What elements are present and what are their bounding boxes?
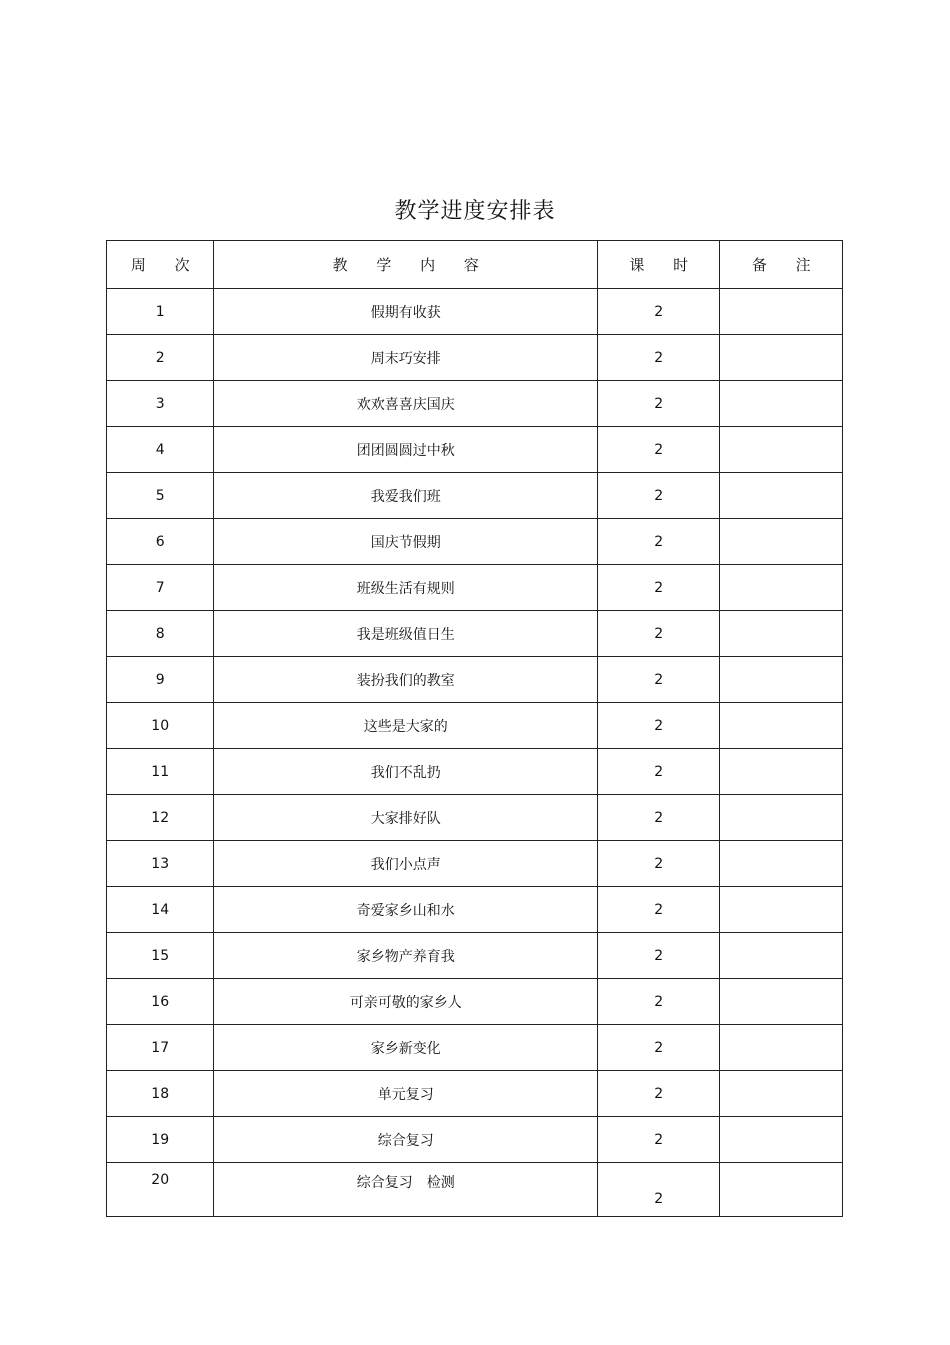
cell-content: 我爱我们班: [214, 473, 598, 519]
cell-notes: [720, 335, 843, 381]
page-title: 教学进度安排表: [394, 199, 556, 224]
table-row: [107, 473, 843, 519]
cell-notes: [720, 1071, 843, 1117]
cell-notes: [720, 1025, 843, 1071]
cell-week: 11: [107, 749, 214, 795]
table-row: [107, 887, 843, 933]
cell-notes: [720, 473, 843, 519]
schedule-table: [106, 240, 843, 1217]
cell-notes: [720, 1163, 843, 1217]
cell-week: 13: [107, 841, 214, 887]
cell-hours: 2: [598, 841, 720, 887]
cell-content: 周末巧安排: [214, 335, 598, 381]
cell-week: 3: [107, 381, 214, 427]
cell-week: 12: [107, 795, 214, 841]
cell-week: 14: [107, 887, 214, 933]
cell-content: 家乡物产养育我: [214, 933, 598, 979]
cell-week: 7: [107, 565, 214, 611]
cell-hours: 2: [598, 427, 720, 473]
cell-hours: 2: [598, 519, 720, 565]
header-week: 周 次: [107, 241, 214, 289]
cell-week: 2: [107, 335, 214, 381]
cell-notes: [720, 749, 843, 795]
cell-hours: 2: [598, 611, 720, 657]
cell-content: 国庆节假期: [214, 519, 598, 565]
cell-content: 奇爱家乡山和水: [214, 887, 598, 933]
cell-notes: [720, 887, 843, 933]
cell-notes: [720, 427, 843, 473]
cell-week: 1: [107, 289, 214, 335]
cell-week: 18: [107, 1071, 214, 1117]
table-row: [107, 841, 843, 887]
table-row: [107, 749, 843, 795]
table-row: [107, 795, 843, 841]
cell-hours: 2: [598, 887, 720, 933]
table-row: [107, 933, 843, 979]
table-row: [107, 657, 843, 703]
cell-week: 8: [107, 611, 214, 657]
cell-hours: 2: [598, 289, 720, 335]
cell-notes: [720, 979, 843, 1025]
cell-notes: [720, 657, 843, 703]
cell-hours: 2: [598, 1071, 720, 1117]
cell-hours: 2: [598, 1025, 720, 1071]
cell-hours: 2: [598, 933, 720, 979]
cell-week: 17: [107, 1025, 214, 1071]
cell-hours: 2: [598, 565, 720, 611]
table-row: [107, 979, 843, 1025]
table-row: [107, 335, 843, 381]
cell-hours: 2: [598, 657, 720, 703]
cell-week: 6: [107, 519, 214, 565]
cell-hours: 2: [598, 1163, 720, 1217]
cell-content: 我们不乱扔: [214, 749, 598, 795]
cell-week: 16: [107, 979, 214, 1025]
cell-notes: [720, 611, 843, 657]
table-row: [107, 1025, 843, 1071]
cell-hours: 2: [598, 703, 720, 749]
cell-hours: 2: [598, 979, 720, 1025]
cell-notes: [720, 565, 843, 611]
table-row: [107, 519, 843, 565]
cell-week: 5: [107, 473, 214, 519]
table-row: [107, 565, 843, 611]
cell-hours: 2: [598, 381, 720, 427]
cell-content: 班级生活有规则: [214, 565, 598, 611]
cell-notes: [720, 841, 843, 887]
table-row: [107, 611, 843, 657]
table-row: [107, 1117, 843, 1163]
cell-week: 10: [107, 703, 214, 749]
cell-content: 可亲可敬的家乡人: [214, 979, 598, 1025]
cell-content: 这些是大家的: [214, 703, 598, 749]
cell-week: 4: [107, 427, 214, 473]
cell-week: 19: [107, 1117, 214, 1163]
cell-notes: [720, 381, 843, 427]
header-content: 教 学 内 容: [214, 241, 598, 289]
cell-hours: 2: [598, 473, 720, 519]
cell-content: 大家排好队: [214, 795, 598, 841]
cell-content: 单元复习: [214, 1071, 598, 1117]
cell-content: 综合复习 检测: [214, 1163, 598, 1217]
table-row: [107, 289, 843, 335]
cell-week: 9: [107, 657, 214, 703]
table-row: [107, 703, 843, 749]
cell-content: 家乡新变化: [214, 1025, 598, 1071]
cell-content: 假期有收获: [214, 289, 598, 335]
cell-notes: [720, 933, 843, 979]
cell-content: 综合复习: [214, 1117, 598, 1163]
header-notes: 备 注: [720, 241, 843, 289]
table-header-row: [107, 241, 843, 289]
cell-hours: 2: [598, 1117, 720, 1163]
cell-hours: 2: [598, 795, 720, 841]
cell-notes: [720, 289, 843, 335]
table-row: [107, 1071, 843, 1117]
cell-content: 欢欢喜喜庆国庆: [214, 381, 598, 427]
cell-content: 我们小点声: [214, 841, 598, 887]
cell-notes: [720, 519, 843, 565]
cell-week: 20: [107, 1163, 214, 1217]
cell-week: 15: [107, 933, 214, 979]
cell-notes: [720, 703, 843, 749]
cell-hours: 2: [598, 749, 720, 795]
cell-content: 我是班级值日生: [214, 611, 598, 657]
cell-content: 团团圆圆过中秋: [214, 427, 598, 473]
table-row: [107, 1163, 843, 1217]
cell-notes: [720, 795, 843, 841]
table-row: [107, 427, 843, 473]
cell-content: 装扮我们的教室: [214, 657, 598, 703]
cell-notes: [720, 1117, 843, 1163]
header-hours: 课 时: [598, 241, 720, 289]
table-row: [107, 381, 843, 427]
cell-hours: 2: [598, 335, 720, 381]
